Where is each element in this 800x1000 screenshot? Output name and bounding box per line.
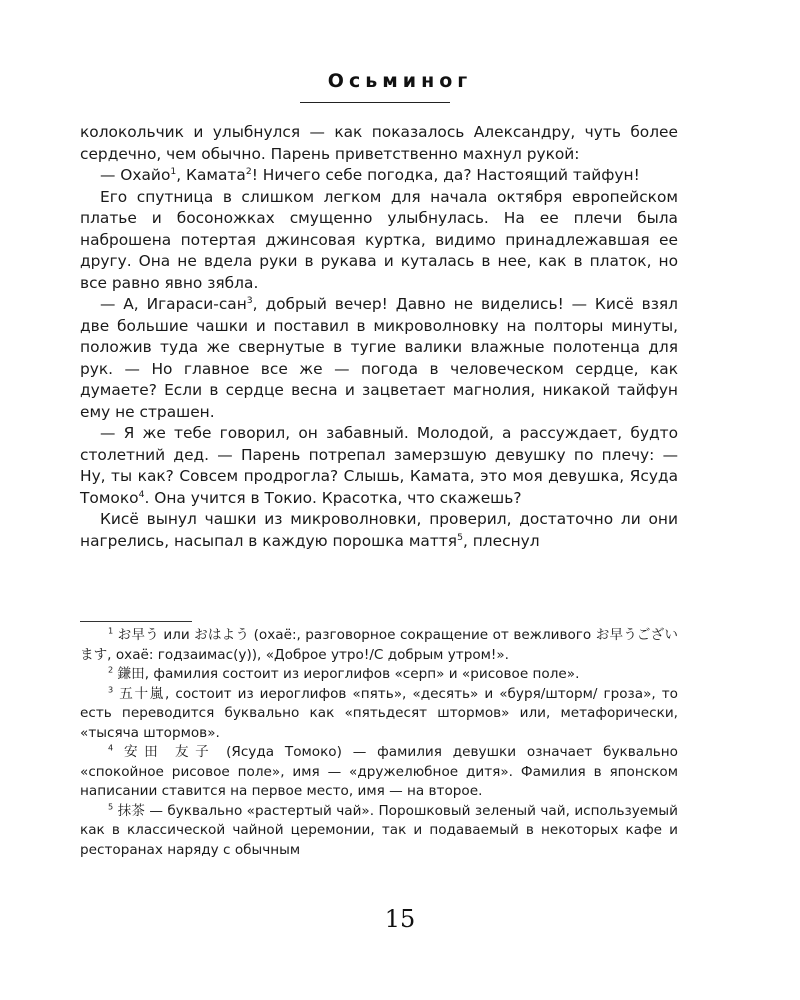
footnote-3 (80, 685, 678, 744)
footnote-1 (80, 626, 678, 665)
footnote-1-text: お早う или おはよう (охаё:, разговорное сокращение от вежливого お早うございます, охаё: годзаимас(у)), «Доброе утро!/С добрым утром!». (80, 627, 678, 663)
running-head-rule (300, 102, 450, 103)
footnote-3-number: 3 (108, 683, 114, 694)
paragraph-2-text-b: , Камата (176, 166, 246, 184)
paragraph-5 (80, 423, 678, 509)
paragraph-3: Его спутница в слишком легком для начала октября европейском платье и босоножках смущенно улыбнулась. На ее плечи была наброшена потертая джинсовая куртка, видимо принадлежавшая ее другу. Она не вдела руки в рукава и куталась в нее, как в платок, но все равно явно зябла. (80, 187, 678, 292)
paragraph-4 (80, 294, 678, 423)
paragraph-1: колокольчик и улыбнулся — как показалось Александру, чуть более сердечно, чем обычно. Парень приветственно махнул рукой: (80, 123, 678, 163)
paragraph-4-text-a: — А, Игараси-сан (100, 295, 247, 313)
main-text (80, 122, 678, 552)
footnote-1-number: 1 (108, 625, 114, 636)
footnote-separator (80, 621, 192, 622)
footnote-5 (80, 802, 678, 861)
footnote-5-number: 5 (108, 800, 114, 811)
footnote-4-number: 4 (108, 742, 114, 753)
footnote-4 (80, 743, 678, 802)
footnote-5-text: 抹茶 — буквально «растертый чай». Порошковый зеленый чай, используемый как в классической чайной церемонии, так и подаваемый в некоторых кафе и ресторанах наряду с обычным (80, 802, 678, 858)
paragraph-6 (80, 509, 678, 552)
paragraph-4-text-b: , добрый вечер! Давно не виделись! — Кисё взял две большие чашки и поставил в микроволновку на полторы минуты, положив туда же свернутые в тугие валики влажные полотенца для рук. — Но главное все же — погода в человеческом сердце, как думаете? Если в сердце весна и зацветает магнолия, никакой тайфун ему не страшен. (80, 295, 678, 421)
footnote-2-number: 2 (108, 664, 114, 675)
footnote-ref-1: 1 (170, 165, 177, 177)
paragraph-6-text-a: Кисё вынул чашки из микроволновки, проверил, достаточно ли они нагрелись, насыпал в каждую порошка маття (80, 510, 678, 550)
paragraph-6-text-b: , плеснул (462, 531, 540, 550)
paragraph-5-text-a: — Я же тебе говорил, он забавный. Молодой, а рассуждает, будто столетний дед. — Парень потрепал замерзшую девушку по плечу: — Ну, ты как? Совсем продрогла? Слышь, Камата, это моя девушка, Ясуда Томоко (80, 424, 678, 507)
paragraph-2 (80, 165, 678, 187)
footnote-ref-4: 4 (138, 488, 145, 500)
footnote-4-text: 安田 友子 (Ясуда Томоко) — фамилия девушки означает буквально «спокойное рисовое поле», имя — «дружелюбное дитя». Фамилия в японском написании ставится на первое место, имя — на второе. (80, 744, 678, 799)
footnote-ref-3: 3 (246, 294, 253, 306)
footnote-2 (80, 665, 678, 685)
page-number: 15 (384, 905, 416, 933)
footnote-3-text: 五十嵐, состоит из иероглифов «пять», «десять» и «буря/шторм/ гроза», то есть переводится буквально как «пятьдесят штормов» или, метафорически, «тысяча штормов». (80, 685, 678, 741)
footnote-2-text: 鎌田, фамилия состоит из иероглифов «серп» и «рисовое поле». (113, 666, 580, 682)
paragraph-2-text-a: — Охайо (100, 166, 171, 184)
footnote-ref-2: 2 (245, 165, 252, 177)
footnote-ref-5: 5 (457, 531, 463, 543)
paragraph-2-text-c: ! Ничего себе погодка, да? Настоящий тайфун! (251, 166, 640, 184)
paragraph-5-text-b: . Она учится в Токио. Красотка, что скажешь? (144, 488, 522, 507)
running-head-title: Осьминог (327, 70, 473, 92)
footnotes (80, 626, 678, 860)
